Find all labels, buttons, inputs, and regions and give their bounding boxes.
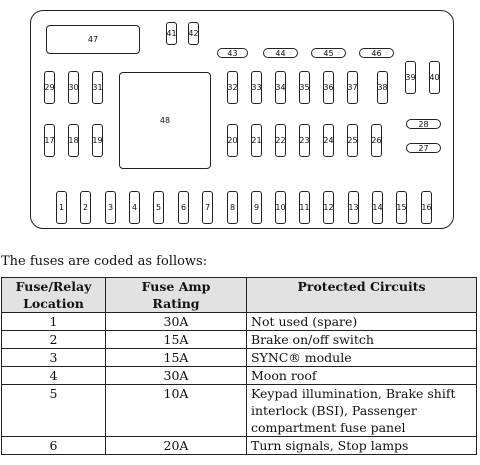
cell-circuits-line: Keypad illumination, Brake shift (251, 386, 456, 401)
fuse-24: 24 (323, 124, 334, 157)
table-row (2, 331, 477, 349)
header-location-line2: Location (23, 296, 84, 311)
fuse-45: 45 (311, 48, 346, 58)
fuse-23: 23 (299, 124, 310, 157)
fuse-37: 37 (347, 71, 358, 104)
fuse-42: 42 (188, 22, 199, 45)
fuse-11: 11 (299, 191, 310, 224)
fuse-18: 18 (68, 124, 79, 157)
fuse-48: 48 (119, 72, 211, 169)
fuse-2: 2 (80, 191, 91, 224)
fuse-47: 47 (46, 25, 140, 54)
fuse-table (1, 277, 477, 455)
cell-rating: 15A (106, 349, 247, 367)
fuse-28: 28 (406, 119, 441, 129)
fuse-21: 21 (251, 124, 262, 157)
fuse-4: 4 (129, 191, 140, 224)
fuse-17: 17 (44, 124, 55, 157)
fuse-44: 44 (263, 48, 298, 58)
header-circuits: Protected Circuits (247, 278, 477, 313)
fuse-22: 22 (275, 124, 286, 157)
fuse-6: 6 (178, 191, 189, 224)
cell-circuits-line: compartment fuse panel (251, 420, 406, 435)
table-row (2, 385, 477, 437)
cell-rating: 10A (106, 385, 247, 437)
fuse-26: 26 (371, 124, 382, 157)
cell-location: 2 (2, 331, 106, 349)
fuse-20: 20 (227, 124, 238, 157)
fuse-3: 3 (105, 191, 116, 224)
fuse-46: 46 (359, 48, 394, 58)
fuse-27: 27 (406, 143, 441, 153)
fuse-30: 30 (68, 71, 79, 104)
fuse-41: 41 (166, 22, 177, 45)
fuse-5: 5 (153, 191, 164, 224)
fuse-35: 35 (299, 71, 310, 104)
cell-circuits (247, 385, 477, 437)
fuse-13: 13 (348, 191, 359, 224)
fuse-19: 19 (92, 124, 103, 157)
fuse-29: 29 (44, 71, 55, 104)
cell-rating: 30A (106, 313, 247, 331)
fuse-33: 33 (251, 71, 262, 104)
cell-location: 6 (2, 437, 106, 455)
fuse-36: 36 (323, 71, 334, 104)
fuse-8: 8 (227, 191, 238, 224)
fuse-9: 9 (251, 191, 262, 224)
cell-circuits: Moon roof (247, 367, 477, 385)
table-header (2, 278, 477, 313)
table-row (2, 367, 477, 385)
cell-circuits: SYNC® module (247, 349, 477, 367)
cell-location: 5 (2, 385, 106, 437)
cell-location: 3 (2, 349, 106, 367)
fuse-32: 32 (227, 71, 238, 104)
cell-location: 4 (2, 367, 106, 385)
header-rating (106, 278, 247, 313)
cell-rating: 15A (106, 331, 247, 349)
header-location-line1: Fuse/Relay (15, 279, 92, 294)
fuse-31: 31 (92, 71, 103, 104)
fuse-40: 40 (429, 61, 440, 94)
fuse-34: 34 (275, 71, 286, 104)
cell-rating: 30A (106, 367, 247, 385)
cell-circuits: Not used (spare) (247, 313, 477, 331)
table-header-row (2, 278, 477, 313)
cell-circuits: Brake on/off switch (247, 331, 477, 349)
fuse-panel-diagram (30, 10, 454, 229)
intro-text: The fuses are coded as follows: (1, 254, 208, 269)
table-row (2, 437, 477, 455)
header-rating-line1: Fuse Amp (141, 279, 211, 294)
cell-rating: 20A (106, 437, 247, 455)
fuse-14: 14 (372, 191, 383, 224)
fuse-12: 12 (323, 191, 334, 224)
table-body (2, 313, 477, 455)
cell-location: 1 (2, 313, 106, 331)
fuse-10: 10 (275, 191, 286, 224)
cell-circuits-line: interlock (BSI), Passenger (251, 403, 417, 418)
header-rating-line2: Rating (152, 296, 200, 311)
fuse-1: 1 (56, 191, 67, 224)
fuse-15: 15 (396, 191, 407, 224)
fuse-25: 25 (347, 124, 358, 157)
fuse-7: 7 (202, 191, 213, 224)
fuse-16: 16 (421, 191, 432, 224)
table-row (2, 313, 477, 331)
cell-circuits: Turn signals, Stop lamps (247, 437, 477, 455)
table-row (2, 349, 477, 367)
fuse-38: 38 (377, 71, 388, 104)
header-location (2, 278, 106, 313)
fuse-39: 39 (405, 61, 416, 94)
fuse-43: 43 (217, 48, 248, 58)
